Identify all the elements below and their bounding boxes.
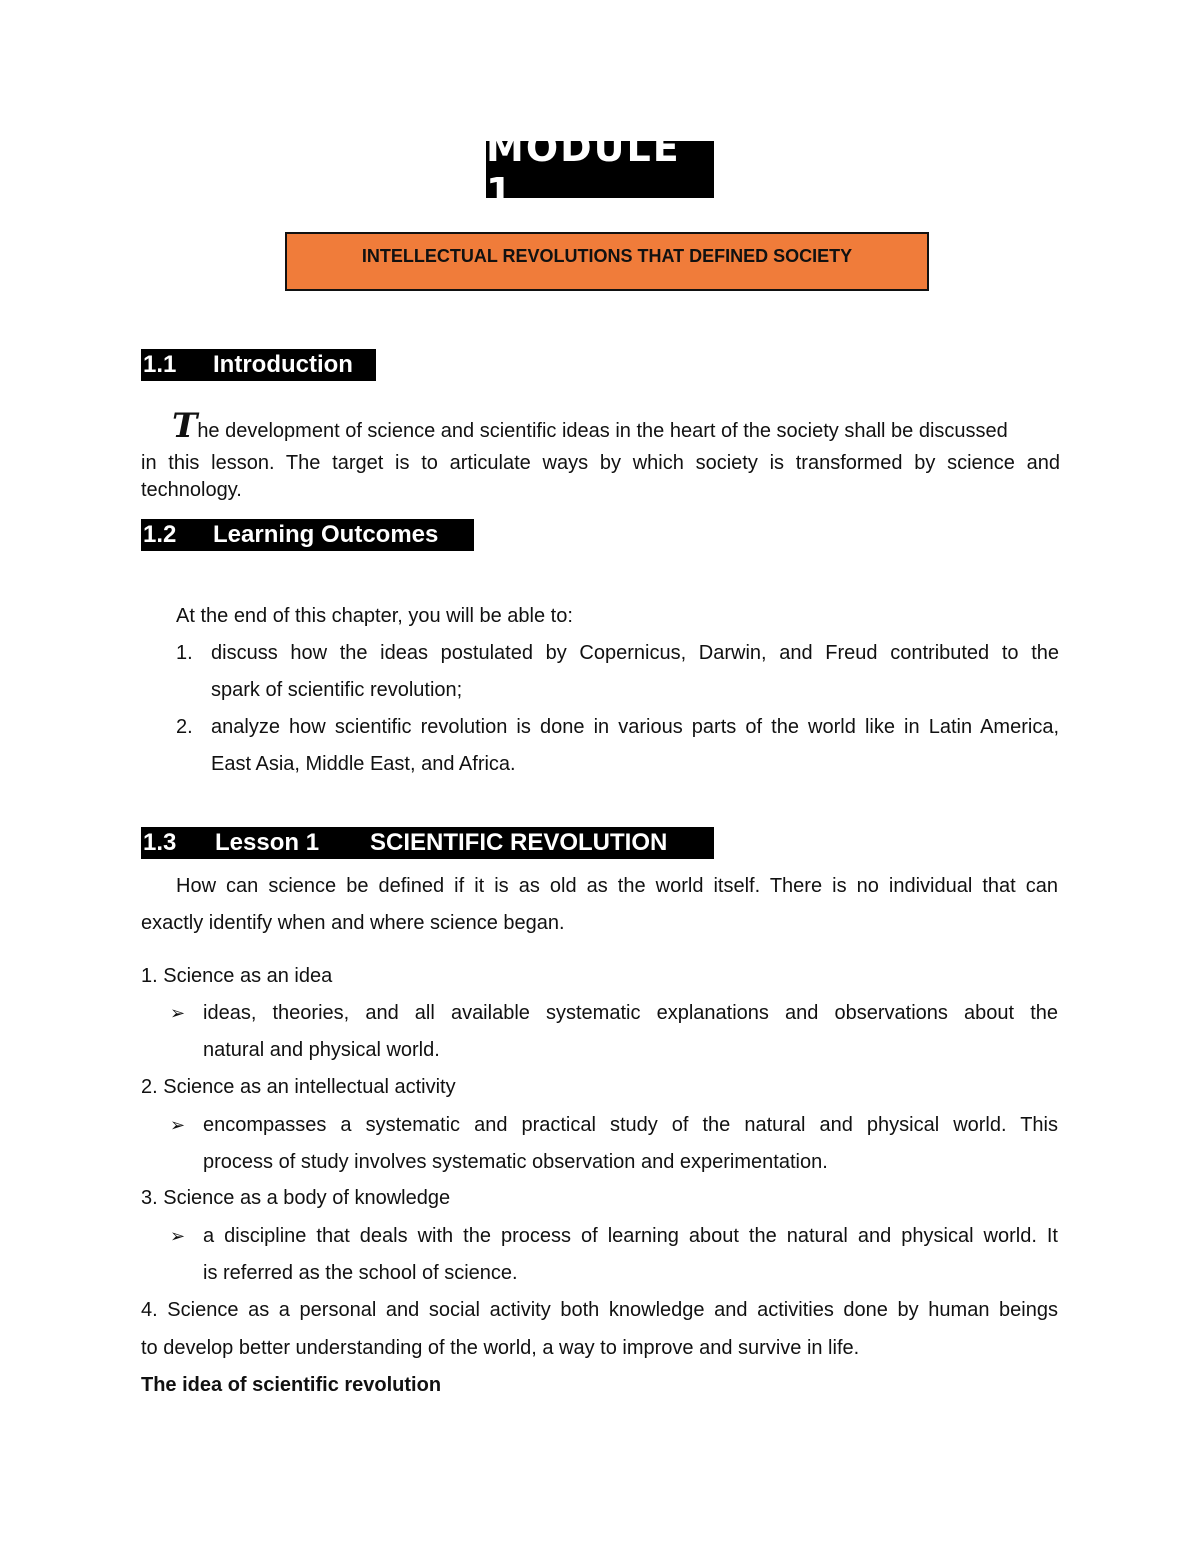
section-heading-introduction — [141, 349, 376, 381]
section-number: 1.2 — [143, 521, 177, 548]
outcome-item: discuss how the ideas postulated by Copernicus, Darwin, and Freud contributed to the — [211, 642, 1059, 664]
section-number: 1.3 — [143, 829, 177, 856]
section-number: 1.1 — [143, 351, 177, 378]
outcome-item: analyze how scientific revolution is done in various parts of the world like in Latin America, — [211, 716, 1059, 738]
section-heading-outcomes — [141, 519, 474, 551]
science-item-bullet: encompasses a systematic and practical study of the natural and physical world. This — [203, 1114, 1058, 1136]
outcomes-lead: At the end of this chapter, you will be able to: — [176, 605, 573, 627]
intro-line-1 — [172, 406, 1008, 446]
science-item-label: 1. Science as an idea — [141, 965, 333, 987]
section-title: Learning Outcomes — [213, 521, 439, 548]
drop-cap: T — [172, 406, 198, 446]
section-heading-lesson — [141, 827, 714, 859]
section-title: Introduction — [213, 351, 353, 378]
section-subtitle: SCIENTIFIC REVOLUTION — [370, 829, 668, 856]
outcome-number: 2. — [176, 716, 193, 738]
science-item-4-line-1: 4. Science as a personal and social activity both knowledge and activities done by human beings — [141, 1299, 1058, 1321]
subheading-scientific-revolution: The idea of scientific revolution — [141, 1374, 442, 1396]
module-banner: INTELLECTUAL REVOLUTIONS THAT DEFINED SOCIETY — [285, 232, 929, 291]
module-title: MODULE 1 — [486, 141, 714, 198]
intro-text: he development of science and scientific ideas in the heart of the society shall be discussed — [197, 420, 1008, 442]
outcome-number: 1. — [176, 642, 193, 664]
science-item-bullet-cont: process of study involves systematic observation and experimentation. — [203, 1151, 828, 1173]
outcome-item-cont: East Asia, Middle East, and Africa. — [211, 753, 516, 775]
arrow-bullet-icon: ➢ — [170, 1226, 186, 1247]
intro-line-3: technology. — [141, 479, 242, 501]
science-item-4-line-2: to develop better understanding of the world, a way to improve and survive in life. — [141, 1337, 860, 1359]
science-item-bullet: ideas, theories, and all available systematic explanations and observations about the — [203, 1002, 1058, 1024]
science-item-label: 3. Science as a body of knowledge — [141, 1187, 451, 1209]
lesson-para-line-2: exactly identify when and where science began. — [141, 912, 565, 934]
science-item-label: 2. Science as an intellectual activity — [141, 1076, 456, 1098]
science-item-bullet-cont: is referred as the school of science. — [203, 1262, 518, 1284]
arrow-bullet-icon: ➢ — [170, 1003, 186, 1024]
arrow-bullet-icon: ➢ — [170, 1115, 186, 1136]
lesson-para-line-1: How can science be defined if it is as old as the world itself. There is no individual that can — [176, 875, 1058, 897]
intro-line-2: in this lesson. The target is to articulate ways by which society is transformed by science and — [141, 452, 1060, 474]
section-title: Lesson 1 — [215, 829, 320, 856]
science-item-bullet-cont: natural and physical world. — [203, 1039, 440, 1061]
outcome-item-cont: spark of scientific revolution; — [211, 679, 463, 701]
science-item-bullet: a discipline that deals with the process of learning about the natural and physical world. It — [203, 1225, 1058, 1247]
